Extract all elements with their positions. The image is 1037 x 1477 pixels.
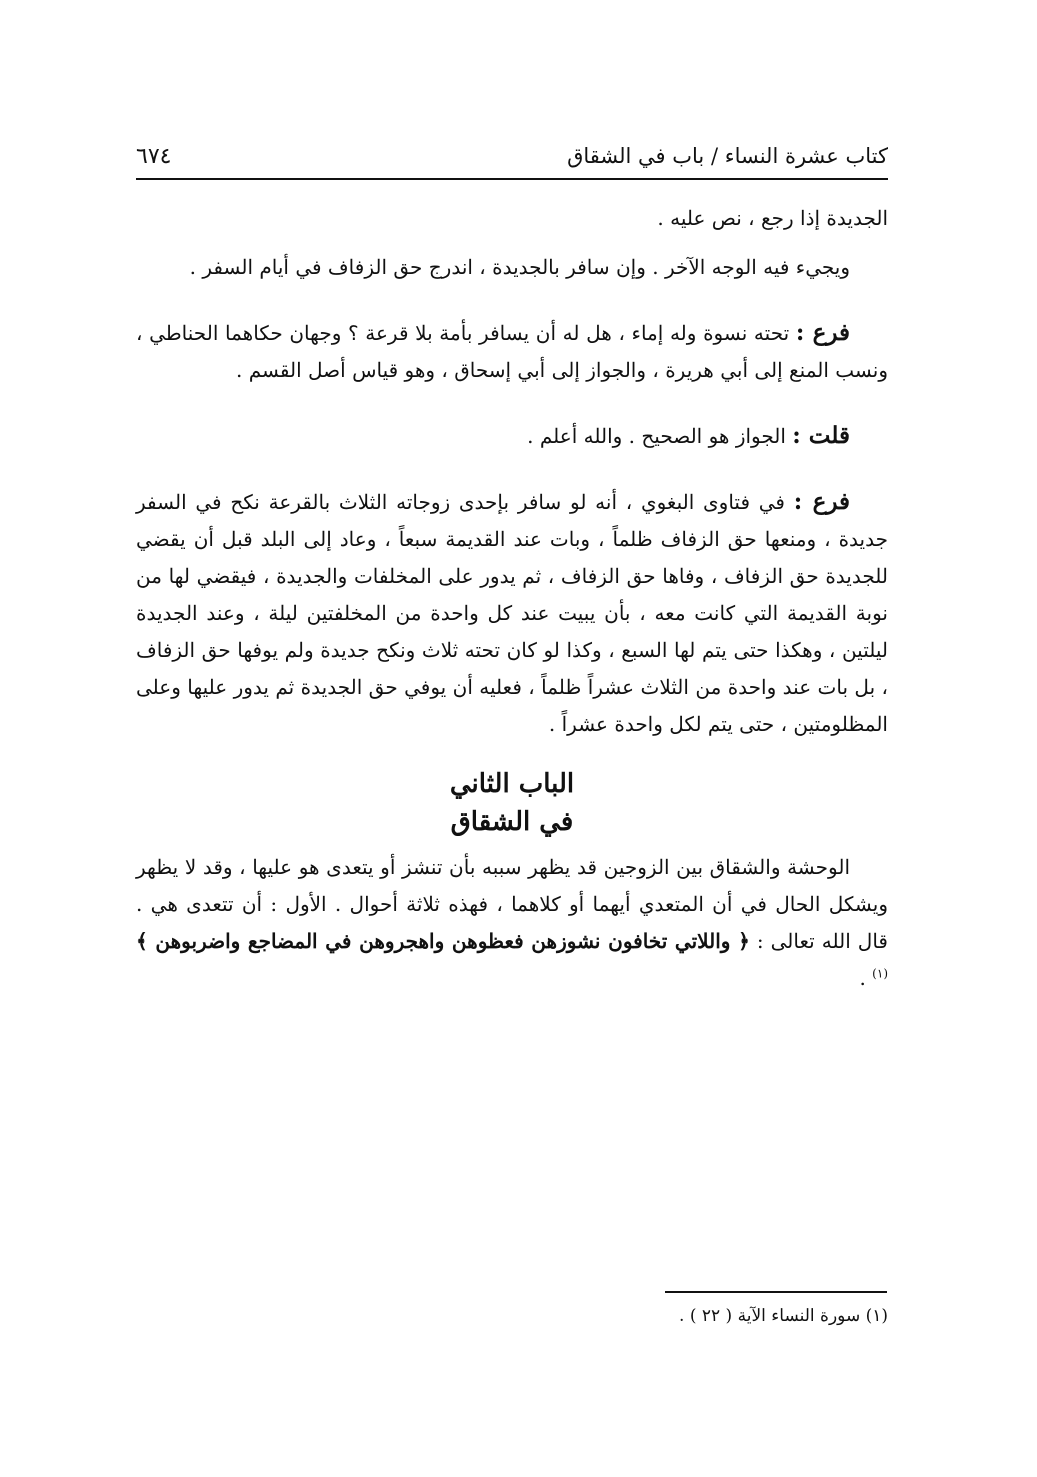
qultu-label: قلت : [792,422,850,449]
footnote-divider [665,1291,887,1293]
chapter-heading-line: في الشقاق [450,807,574,837]
paragraph [136,849,888,997]
quran-quote: ﴿ واللاتي تخافون نشوزهن فعظوهن واهجروهن في المضاجع واضربوهن ﴾ [136,929,750,953]
footnote: (١) سورة النساء الآية ( ٢٢ ) . [679,1306,888,1326]
paragraph-text: الجواز هو الصحيح . والله أعلم . [527,424,793,448]
footnote-ref: (١) [872,966,888,981]
branch-label: فرع : [793,488,851,515]
branch-label: فرع : [795,319,851,346]
paragraph-branch [136,314,888,389]
running-title: كتاب عشرة النساء / باب في الشقاق [567,144,888,168]
chapter-heading [136,765,888,841]
paragraph-text: الوحشة والشقاق بين الزوجين قد يظهر سببه بأن تنشز أو يتعدى هو عليها ، وقد لا يظهر ويشكل الحال في أن المتعدي أيهما أو كلاهما ، فهذه ثلاثة أحوال . الأول : أن تتعدى هي . قال الله تعالى : [136,855,888,953]
paragraph-branch [136,483,888,743]
paragraph-continuation: الجديدة إذا رجع ، نص عليه . [657,206,888,230]
paragraph-end: . [859,966,873,990]
chapter-heading-line: الباب الثاني [449,769,575,799]
paragraph-note [136,417,888,455]
page-number: ٦٧٤ [136,144,172,169]
page-header [136,138,888,178]
paragraph: ويجيء فيه الوجه الآخر . وإن سافر بالجديدة ، اندرج حق الزفاف في أيام السفر . [189,255,850,279]
paragraph-text: في فتاوى البغوي ، أنه لو سافر بإحدى زوجاته الثلاث بالقرعة نكح في السفر جديدة ، ومنعها حق الزفاف ظلماً ، وبات عند القديمة سبعاً ، وعاد إلى البلد قبل أن يقضي للجديدة حق الزفاف ، وفاها حق الزفاف ، ثم يدور على المخلفات والجديدة ، فيقضي لها من نوبة القديمة التي كانت معه ، بأن يبيت عند كل واحدة من المخلفتين ليلة ، وعند الجديدة ليلتين ، وهكذا حتى يتم لها السبع ، وكذا لو كان تحته ثلاث ونكح جديدة ولم يوفها حق الزفاف ، بل بات عند واحدة من الثلاث عشراً ظلماً ، فعليه أن يوفي حق الجديدة ثم يدور عليها وعلى المظلومتين ، حتى يتم لكل واحدة عشراً . [136,490,888,736]
header-divider [136,178,888,180]
paragraph-text: تحته نسوة وله إماء ، هل له أن يسافر بأمة بلا قرعة ؟ وجهان حكاهما الحناطي ، ونسب المنع إلى أبي هريرة ، والجواز إلى أبي إسحاق ، وهو قياس أصل القسم . [136,321,888,382]
main-text [136,200,888,997]
